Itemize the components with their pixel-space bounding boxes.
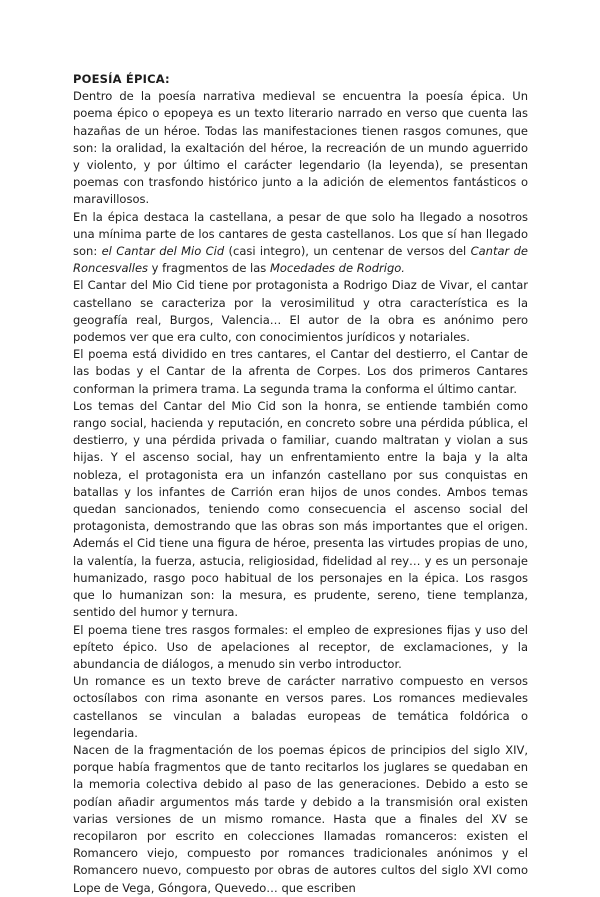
paragraph-text: Nacen de la fragmentación de los poemas épicos de principios del siglo XIV, porque había fragmentos que de tanto recitarlos los juglares se quedaban en la memoria colectiva debido al paso de las generaciones. Debido a esto se podían añadir argumentos más tarde y debido a la transmisión oral existen varias versiones de un mismo romance. Hasta que a finales del XV se recopilaron por escrito en colecciones llamadas romanceros: existen el Romancero viejo, compuesto por romances tradicionales anónimos y el Romancero nuevo, compuesto por obras de autores cultos del siglo XVI como Lope de Vega, Góngora, Quevedo… que escriben (73, 742, 528, 895)
paragraph (73, 742, 528, 897)
paragraph (73, 673, 528, 742)
paragraph-text: (casi integro), un centenar de versos del (224, 244, 471, 259)
italic-title: Cantar de Roncesvalles (73, 244, 528, 276)
paragraph-text: Un romance es un texto breve de carácter narrativo compuesto en versos octosílabos con rima asonante en versos pares. Los romances medievales castellanos se vinculan a baladas europeas de temática foldórica o legendaria. (73, 674, 528, 740)
paragraph-text: y fragmentos de las (148, 261, 270, 276)
paragraph-text: En la épica destaca la castellana, a pesar de que solo ha llegado a nosotros una mínima parte de los cantares de gesta castellanos. Los que sí han llegado son: (73, 209, 528, 259)
paragraph (73, 277, 528, 346)
section-title: POESÍA ÉPICA: (73, 72, 170, 86)
paragraph-text: El poema está dividido en tres cantares, el Cantar del destierro, el Cantar de las bodas y el Cantar de la afrenta de Corpes. Los dos primeros Cantares conforman la primera trama. La segunda trama la conforma el último cantar. (73, 347, 528, 396)
paragraph-text: Los temas del Cantar del Mio Cid son la honra, se entiende también como rango social, hacienda y reputación, en concreto sobre una pérdida pública, el destierro, y una pérdida privada o familiar, cuando maltratan y violan a sus hijas. Y el ascenso social, hay un enfrentamiento entre la baja y la alta nobleza, el protagonista era un infanzón castellano por sus conquistas en batallas y los infantes de Carrión eran hijos de unos condes. Ambos temas quedan sancionados, teniendo como consecuencia el ascenso social del protagonista, demostrando que las obras son más importantes que el origen. Además el Cid tiene una figura de héroe, presenta las virtudes propias de uno, la valentía, la fuerza, astucia, religiosidad, fidelidad al rey… y es un personaje humanizado, rasgo poco habitual de los personajes en la épica. Los rasgos que lo humanizan son: la mesura, es prudente, sereno, tiene templanza, sentido del humor y ternura. (73, 398, 528, 620)
paragraph-text: El poema tiene tres rasgos formales: el empleo de expresiones fijas y uso del epíteto épico. Uso de apelaciones al receptor, de exclamaciones, y la abundancia de diálogos, a menudo sin verbo introductor. (73, 622, 528, 671)
paragraph (73, 346, 528, 398)
paragraph (73, 209, 528, 278)
document-page (73, 71, 528, 897)
paragraph (73, 622, 528, 674)
paragraph-text: El Cantar del Mio Cid tiene por protagonista a Rodrigo Diaz de Vivar, el cantar castellano se caracteriza por la verosimilitud y otra característica es la geografía real, Burgos, Valencia… El autor de la obra es anónimo pero podemos ver que era culto, con conocimientos jurídicos y notariales. (73, 278, 528, 345)
paragraph (73, 88, 528, 208)
italic-title: Mocedades de Rodrigo. (269, 261, 405, 276)
paragraph-text: Dentro de la poesía narrativa medieval se encuentra la poesía épica. Un poema épico o epopeya es un texto literario narrado en verso que cuenta las hazañas de un héroe. Todas las manifestaciones tienen rasgos comunes, que son: la oralidad, la exaltación del héroe, la recreación de un mundo aguerrido y violento, y por último el carácter legendario (la leyenda), se presentan poemas con trasfondo histórico junto a la adición de elementos fantásticos o maravillosos. (73, 89, 528, 207)
paragraph (73, 398, 528, 622)
document-body (73, 88, 528, 897)
italic-title: el Cantar del Mio Cid (101, 244, 225, 259)
